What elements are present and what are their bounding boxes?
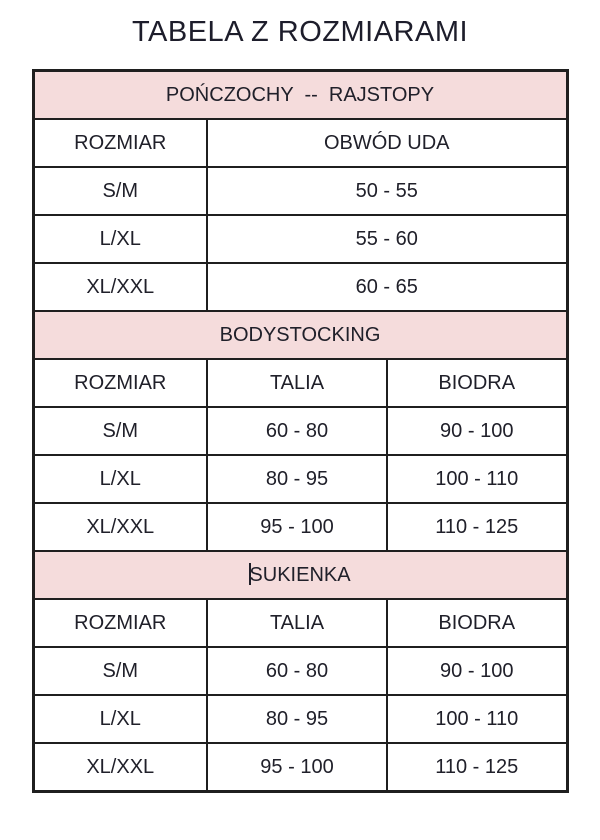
size-cell: S/M xyxy=(33,407,207,455)
section-title-bodystocking: BODYSTOCKING xyxy=(33,311,567,359)
size-table xyxy=(32,69,569,793)
section-title-sukienka-cell xyxy=(33,551,567,599)
table-row xyxy=(33,503,567,551)
table-row xyxy=(33,695,567,743)
table-row xyxy=(33,743,567,792)
column-header-row xyxy=(33,599,567,647)
column-header-row xyxy=(33,359,567,407)
value-cell: 80 - 95 xyxy=(207,455,387,503)
column-header-rozmiar: ROZMIAR xyxy=(33,359,207,407)
size-cell: L/XL xyxy=(33,455,207,503)
column-header-obwod-uda: OBWÓD UDA xyxy=(207,119,567,167)
size-cell: S/M xyxy=(33,167,207,215)
column-header-rozmiar: ROZMIAR xyxy=(33,119,207,167)
section-title-ponczochy-rajstopy: POŃCZOCHY -- RAJSTOPY xyxy=(33,71,567,120)
section-header-row-bodystocking xyxy=(33,311,567,359)
section-header-row-sukienka xyxy=(33,551,567,599)
value-cell: 80 - 95 xyxy=(207,695,387,743)
size-cell: L/XL xyxy=(33,215,207,263)
size-cell: XL/XXL xyxy=(33,743,207,792)
size-cell: XL/XXL xyxy=(33,503,207,551)
value-cell: 110 - 125 xyxy=(387,503,567,551)
value-cell: 55 - 60 xyxy=(207,215,567,263)
column-header-rozmiar: ROZMIAR xyxy=(33,599,207,647)
value-cell: 50 - 55 xyxy=(207,167,567,215)
value-cell: 110 - 125 xyxy=(387,743,567,792)
table-row xyxy=(33,455,567,503)
value-cell: 60 - 80 xyxy=(207,407,387,455)
value-cell: 95 - 100 xyxy=(207,503,387,551)
page-title: TABELA Z ROZMIARAMI xyxy=(131,16,469,48)
table-row xyxy=(33,215,567,263)
column-header-talia: TALIA xyxy=(207,599,387,647)
table-row xyxy=(33,407,567,455)
value-cell: 60 - 80 xyxy=(207,647,387,695)
size-cell: XL/XXL xyxy=(33,263,207,311)
value-cell: 95 - 100 xyxy=(207,743,387,792)
size-cell: S/M xyxy=(33,647,207,695)
column-header-talia: TALIA xyxy=(207,359,387,407)
column-header-row xyxy=(33,119,567,167)
value-cell: 100 - 110 xyxy=(387,695,567,743)
value-cell: 60 - 65 xyxy=(207,263,567,311)
table-row xyxy=(33,263,567,311)
section-title-sukienka: SUKIENKA xyxy=(249,564,351,586)
value-cell: 100 - 110 xyxy=(387,455,567,503)
value-cell: 90 - 100 xyxy=(387,647,567,695)
section-header-row-ponczochy-rajstopy xyxy=(33,71,567,120)
column-header-biodra: BIODRA xyxy=(387,599,567,647)
column-header-biodra: BIODRA xyxy=(387,359,567,407)
size-cell: L/XL xyxy=(33,695,207,743)
table-row xyxy=(33,647,567,695)
table-row xyxy=(33,167,567,215)
value-cell: 90 - 100 xyxy=(387,407,567,455)
